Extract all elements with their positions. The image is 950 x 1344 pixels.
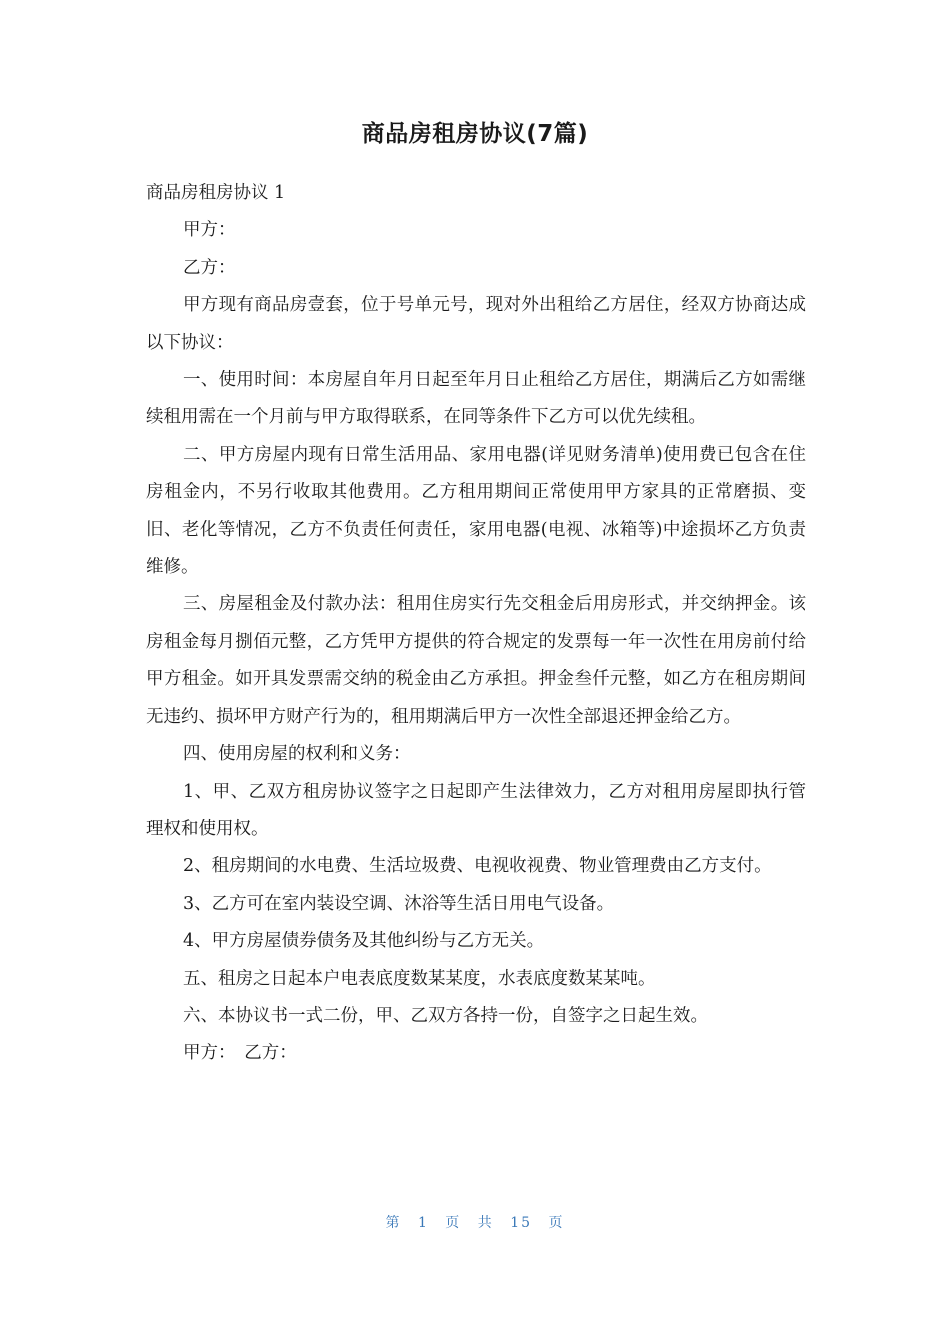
paragraph: 1、甲、乙双方租房协议签字之日起即产生法律效力，乙方对租用房屋即执行管理权和使用权。 — [146, 781, 806, 839]
paragraph: 五、租房之日起本户电表底度数某某度，水表底度数某某吨。 — [183, 968, 656, 989]
paragraph: 甲方现有商品房壹套，位于号单元号，现对外出租给乙方居住，经双方协商达成以下协议： — [146, 295, 806, 353]
document-body — [146, 175, 806, 1073]
paragraph: 三、房屋租金及付款办法：租用住房实行先交租金后用房形式，并交纳押金。该房租金每月捌佰元整，乙方凭甲方提供的符合规定的发票每一年一次性在用房前付给甲方租金。如开具发票需交纳的税金由乙方承担。押金叁仟元整，如乙方在租房期间无违约、损坏甲方财产行为的，租用期满后甲方一次性全部退还押金给乙方。 — [146, 594, 806, 727]
document-title: 商品房租房协议(7篇) — [361, 121, 589, 147]
signature-line: 甲方： 乙方： — [183, 1043, 297, 1064]
paragraph: 乙方： — [183, 257, 236, 278]
paragraph: 3、乙方可在室内装设空调、沐浴等生活日用电气设备。 — [183, 893, 615, 914]
paragraph: 2、租房期间的水电费、生活垃圾费、电视收视费、物业管理费由乙方支付。 — [183, 856, 772, 877]
section-heading: 商品房租房协议 1 — [146, 183, 286, 203]
paragraph: 四、使用房屋的权利和义务： — [183, 744, 411, 765]
paragraph: 一、使用时间：本房屋自年月日起至年月日止租给乙方居住，期满后乙方如需继续租用需在一个月前与甲方取得联系，在同等条件下乙方可以优先续租。 — [146, 370, 806, 428]
paragraph: 二、甲方房屋内现有日常生活用品、家用电器(详见财务清单)使用费已包含在住房租金内，不另行收取其他费用。乙方租用期间正常使用甲方家具的正常磨损、变旧、老化等情况，乙方不负责任何责任，家用电器(电视、冰箱等)中途损坏乙方负责维修。 — [146, 444, 806, 578]
page-indicator: 第 1 页 共 15 页 — [385, 1215, 565, 1231]
paragraph: 甲方： — [183, 220, 236, 241]
paragraph: 六、本协议书一式二份，甲、乙双方各持一份，自签字之日起生效。 — [183, 1005, 708, 1026]
paragraph: 4、甲方房屋债券债务及其他纠纷与乙方无关。 — [183, 931, 545, 952]
